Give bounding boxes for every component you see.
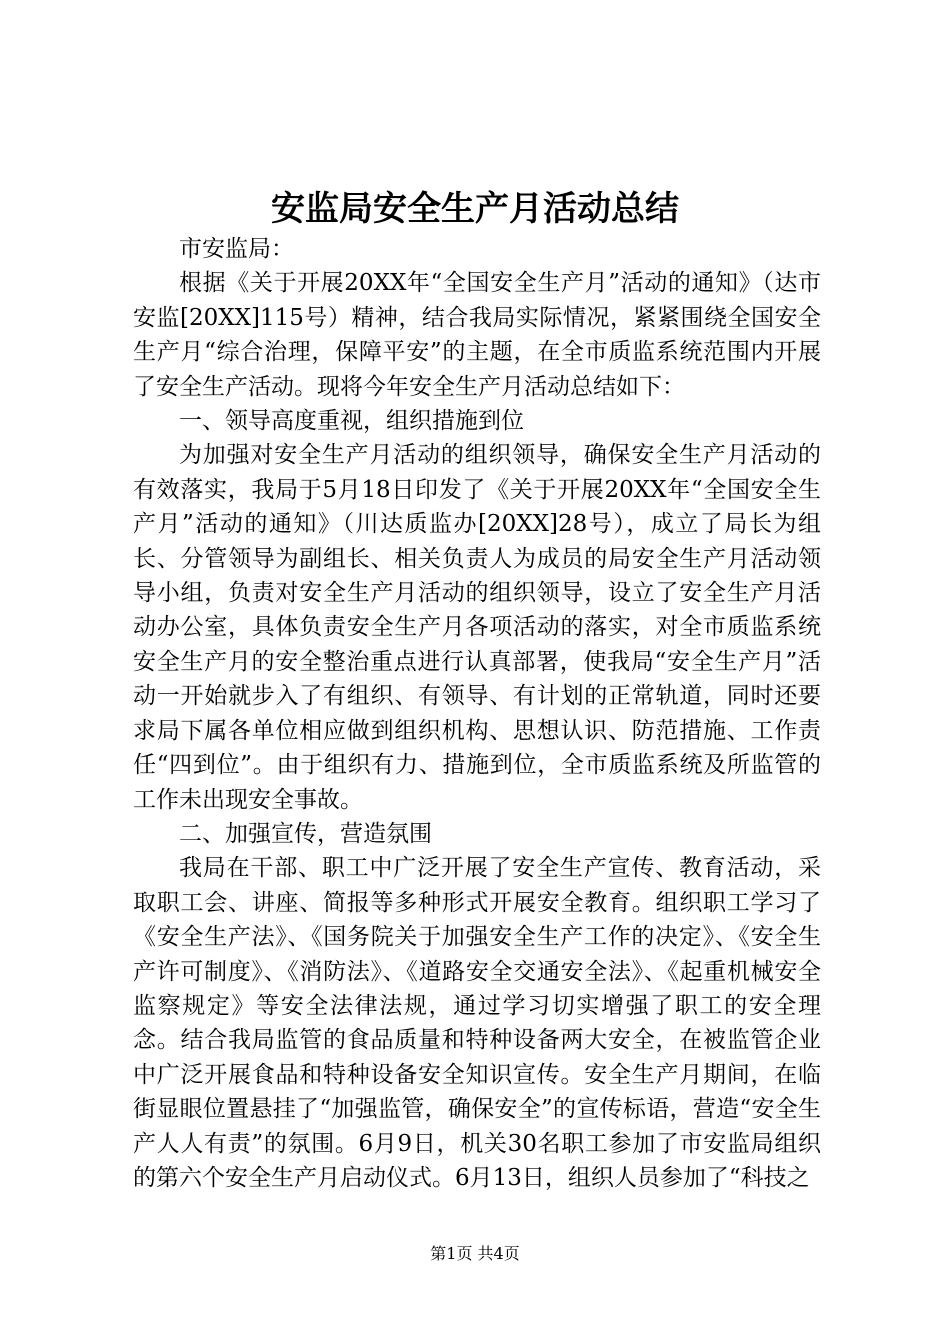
document-title: 安监局安全生产月活动总结 <box>271 189 679 229</box>
salutation: 市安监局： <box>179 236 294 262</box>
section-2-paragraph: 我局在干部、职工中广泛开展了安全生产宣传、教育活动，采取职工会、讲座、简报等多种形式开展安全教育。组织职工学习了《安全生产法》、《国务院关于加强安全生产工作的决定》、《安全生产许可制度》、《消防法》、《道路安全交通安全法》、《起重机械安全监察规定》等安全法律法规，通过学习切实增强了职工的安全理念。结合我局监管的食品质量和特种设备两大安全，在被监管企业中广泛开展食品和特种设备安全知识宣传。安全生产月期间，在临街显眼位置悬挂了“加强监管，确保安全”的宣传标语，营造“安全生产人人有责”的氛围。6月9日，机关30名职工参加了市安监局组织的第六个安全生产月启动仪式。6月13日，组织人员参加了“科技之 <box>133 855 821 1191</box>
intro-paragraph: 根据《关于开展20XX年“全国安全生产月”活动的通知》（达市安监[20XX]115号）精神，结合我局实际情况，紧紧围绕全国安全生产月“综合治理，保障平安”的主题，在全市质监系统范围内开展了安全生产活动。现将今年安全生产月活动总结如下： <box>133 270 821 400</box>
page-footer: 第1页 共4页 <box>430 1244 520 1263</box>
section-heading-1: 一、领导高度重视，组织措施到位 <box>179 408 524 435</box>
document-body <box>133 232 821 1195</box>
section-heading-2: 二、加强宣传，营造氛围 <box>179 820 432 847</box>
section-1-paragraph: 为加强对安全生产月活动的组织领导，确保安全生产月活动的有效落实，我局于5月18日印发了《关于开展20XX年“全国安全生产月”活动的通知》（川达质监办[20XX]28号），成立了局长为组长、分管领导为副组长、相关负责人为成员的局安全生产月活动领导小组，负责对安全生产月活动的组织领导，设立了安全生产月活动办公室，具体负责安全生产月各项活动的落实，对全市质监系统安全生产月的安全整治重点进行认真部署，使我局“安全生产月”活动一开始就步入了有组织、有领导、有计划的正常轨道，同时还要求局下属各单位相应做到组织机构、思想认识、防范措施、工作责任“四到位”。由于组织有力、措施到位，全市质监系统及所监管的工作未出现安全事故。 <box>133 442 821 813</box>
